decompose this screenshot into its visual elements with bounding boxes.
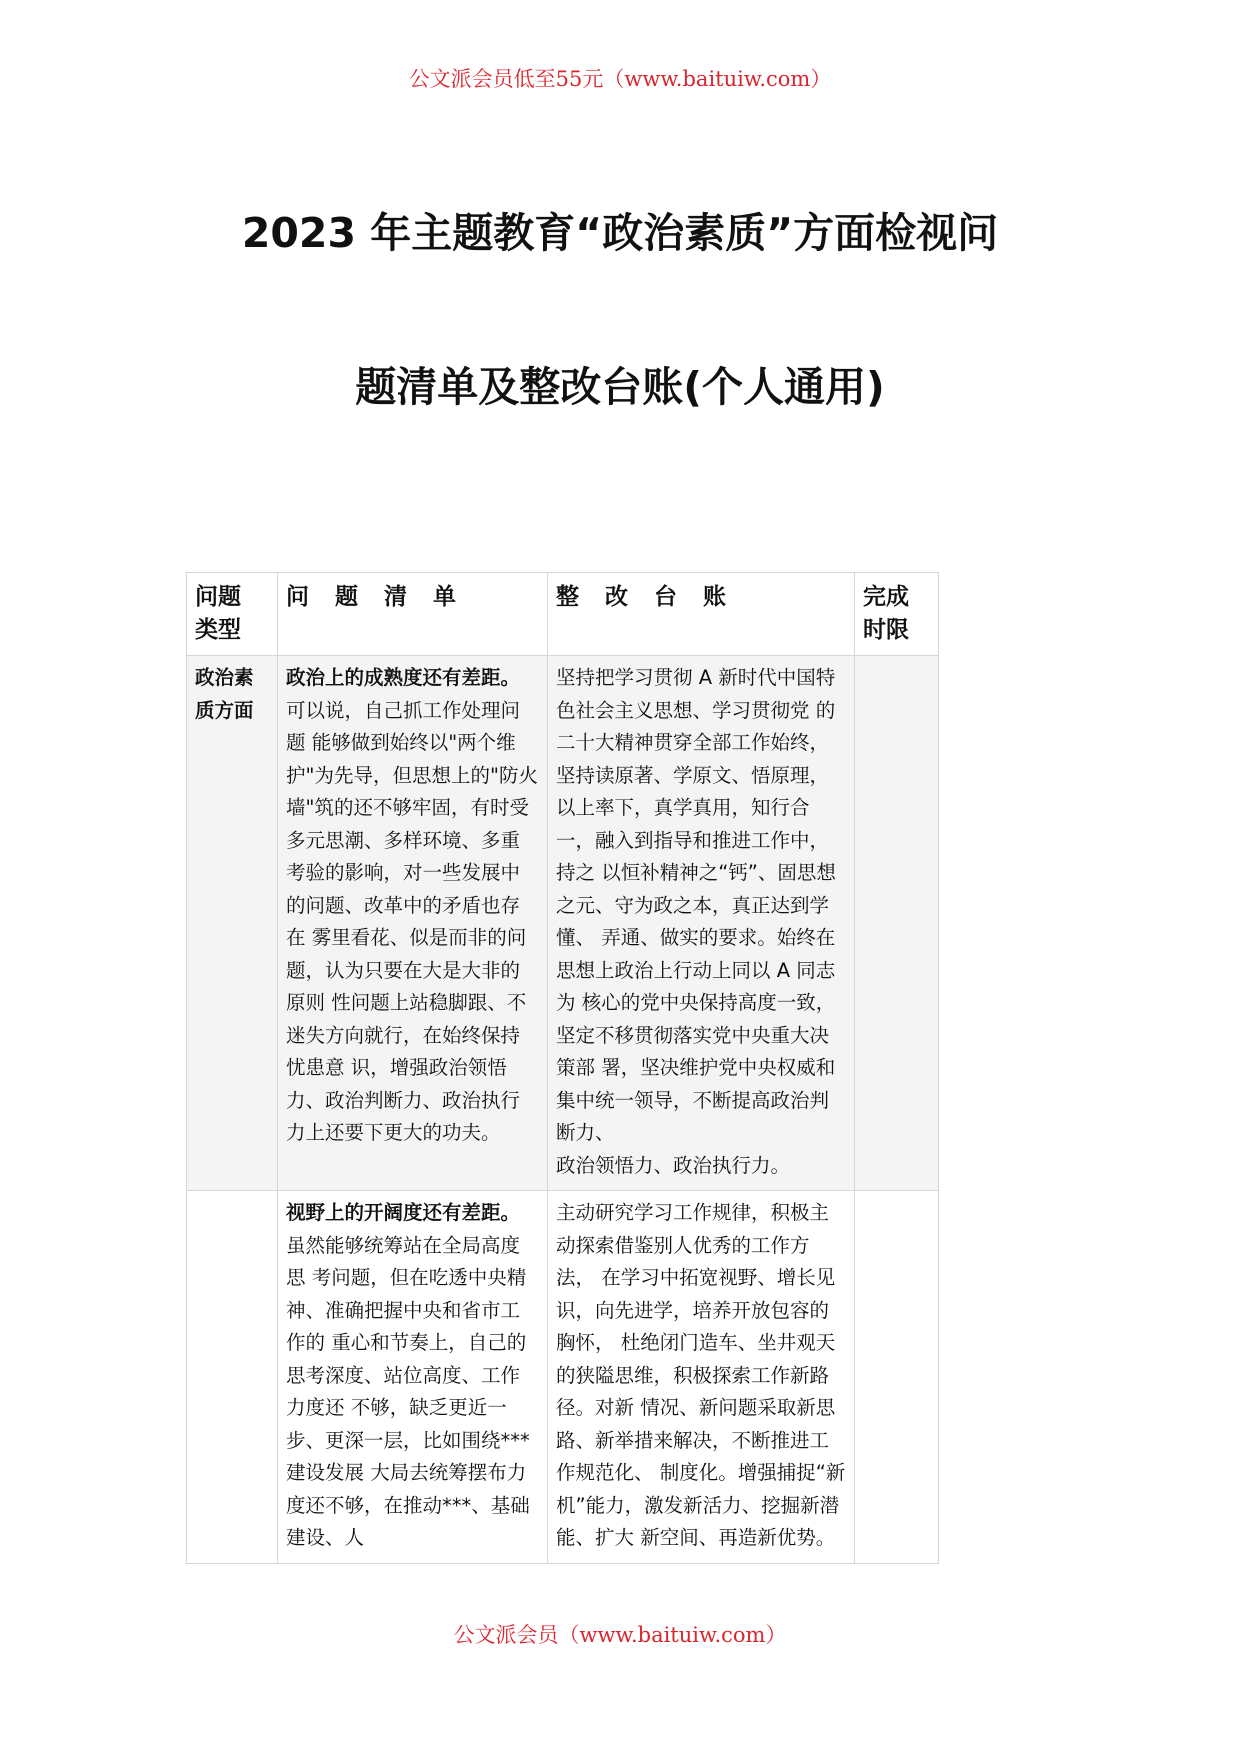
issue-cell — [278, 656, 548, 1191]
issue-type-cell — [187, 1191, 278, 1564]
issue-cell — [278, 1191, 548, 1564]
header-issue-type: 问题 类型 — [187, 573, 278, 656]
document-title-line-1: 2023 年主题教育“政治素质”方面检视问 — [241, 209, 999, 257]
header-rectification-ledger: 整 改 台 账 — [548, 573, 855, 656]
issue-heading: 政治上的成熟度还有差距。 — [286, 666, 521, 689]
deadline-cell — [855, 1191, 939, 1564]
issue-text: 虽然能够统筹站在全局高度思 考问题，但在吃透中央精神、准确把握中央和省市工作的 重心和节奏上，自己的思考深度、站位高度、工作力度还 不够，缺乏更近一步、更深一层，比如围绕***建设发展 大局去统筹摆布力度还不够，在推动***、基础建设、人 — [286, 1233, 530, 1549]
table-row — [187, 656, 939, 1191]
issue-text: 可以说，自己抓工作处理问题 能够做到始终以"两个维护"为先导，但思想上的"防火 墙"筑的还不够牢固，有时受多元思潮、多样环境、多重 考验的影响，对一些发展中的问题、改革中的矛盾也存在 雾里看花、似是而非的问题，认为只要在大是大非的原则 性问题上站稳脚跟、不迷失方向就行，在始终保持忧患意 识，增强政治领悟力、政治判断力、政治执行力上还要下更大的功夫。 — [286, 698, 538, 1144]
rectification-cell — [548, 1191, 855, 1564]
table-header-row — [187, 573, 939, 656]
deadline-cell — [855, 656, 939, 1191]
table-row — [187, 1191, 939, 1564]
header-issue-list: 问 题 清 单 — [278, 573, 548, 656]
rectification-text-last: 政治领悟力、政治执行力。 — [556, 1153, 791, 1177]
rectification-text: 坚持把学习贯彻 A 新时代中国特色社会主义思想、学习贯彻党 的二十大精神贯穿全部工作始终，坚持读原著、学原文、悟原理， 以上率下，真学真用，知行合一，融入到指导和推进工作中，持之 以恒补精神之“钙”、固思想之元、守为政之本，真正达到学懂、 弄通、做实的要求。始终在思想上政治上行动上同以 A 同志为 核心的党中央保持高度一致，坚定不移贯彻落实党中央重大决策部 署，坚决维护党中央权威和集中统一领导，不断提高政治判断力、 — [556, 666, 836, 1144]
header-deadline: 完成 时限 — [855, 573, 939, 656]
issue-heading: 视野上的开阔度还有差距。 — [286, 1201, 521, 1224]
rectification-cell — [548, 656, 855, 1191]
footer-banner: 公文派会员（www.baituiw.com） — [453, 1623, 787, 1647]
issue-type-cell: 政治素质方面 — [187, 656, 278, 1191]
document-title-line-2: 题清单及整改台账(个人通用) — [355, 363, 885, 411]
rectification-text: 主动研究学习工作规律，积极主动探索借鉴别人优秀的工作方法， 在学习中拓宽视野、增长见识，向先进学，培养开放包容的胸怀， 杜绝闭门造车、坐井观天的狭隘思维，积极探索工作新路径。对新 情况、新问题采取新思路、新举措来解决，不断推进工作规范化、 制度化。增强捕捉“新机”能力，激发新活力、挖掘新潜能、扩大 新空间、再造新优势。 — [556, 1201, 846, 1549]
issue-ledger-table — [186, 572, 939, 1564]
header-banner: 公文派会员低至55元（www.baituiw.com） — [408, 67, 832, 91]
